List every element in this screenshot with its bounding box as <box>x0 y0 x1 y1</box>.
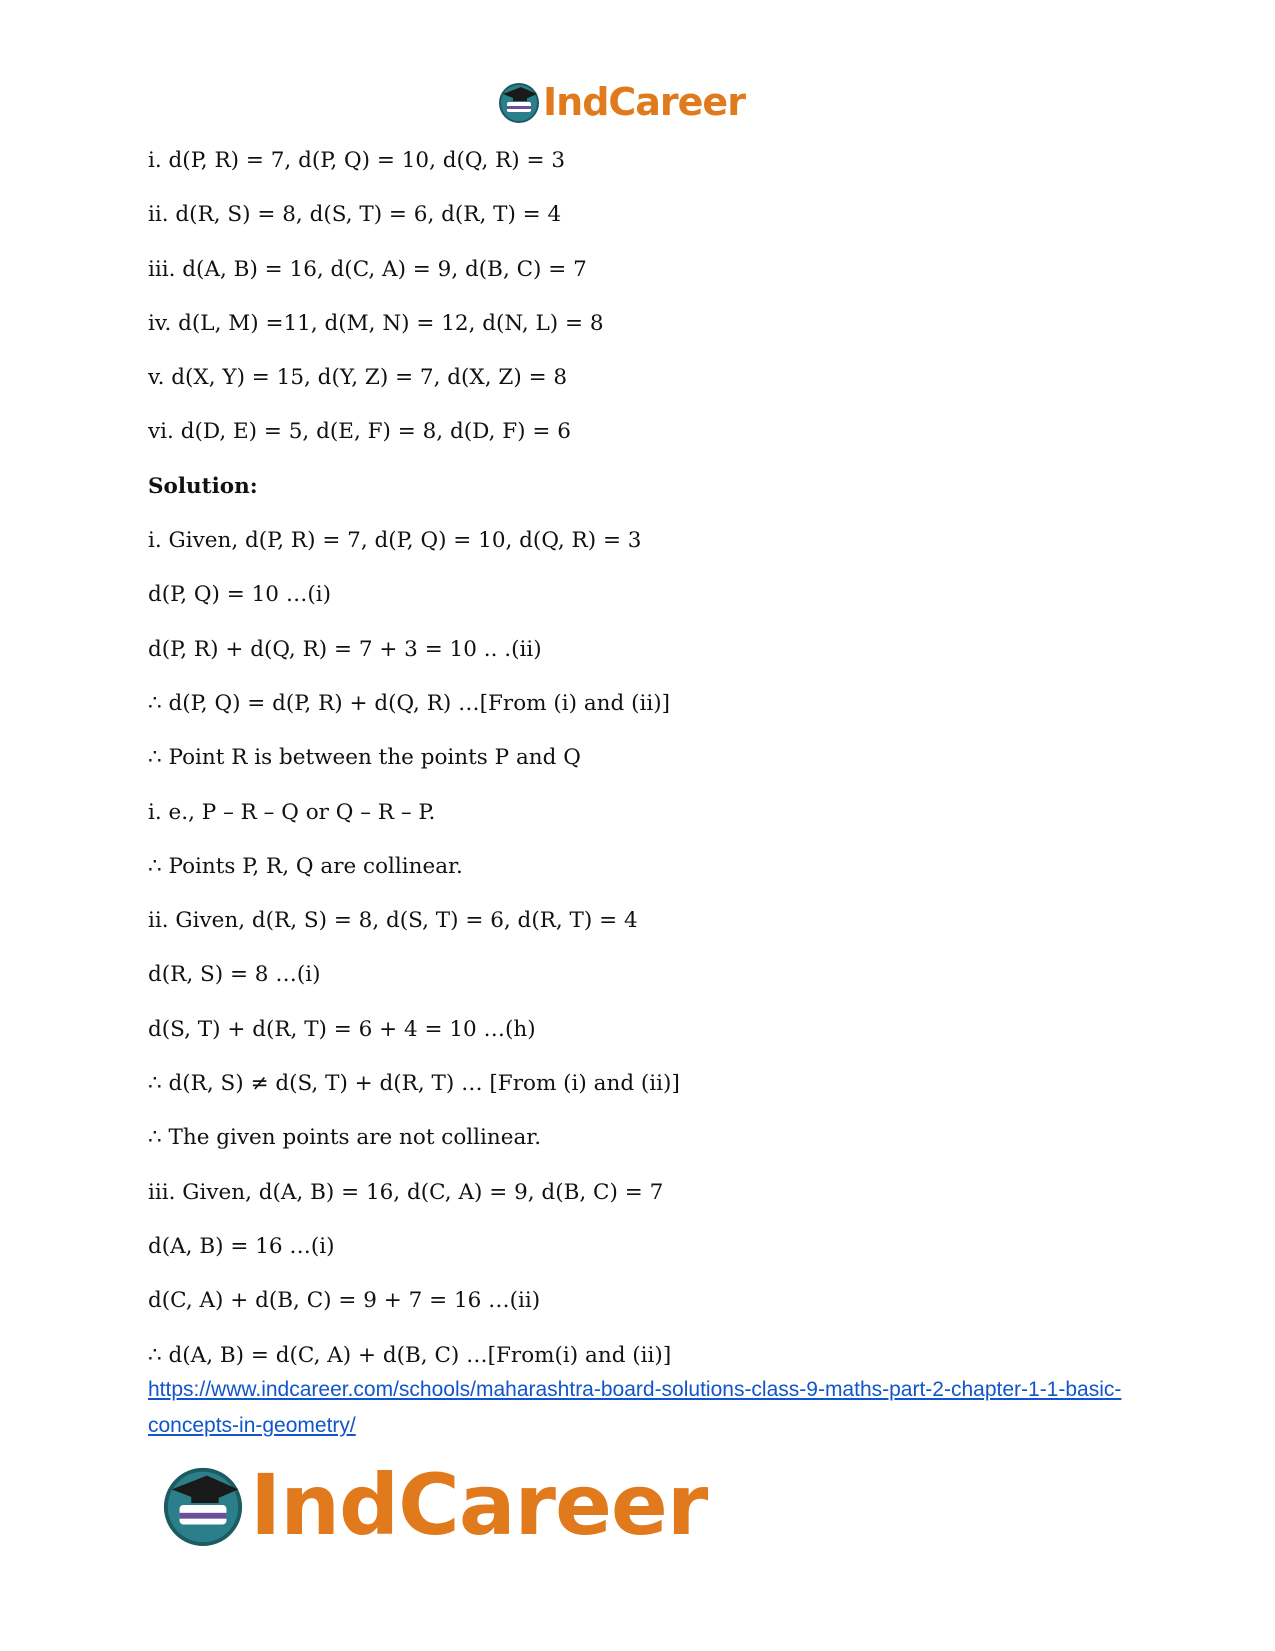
footer-logo-text: IndCareer <box>250 1456 708 1554</box>
header-logo-text: IndCareer <box>543 80 745 124</box>
document-body <box>148 142 1148 1391</box>
solution-line: ∴ d(A, B) = d(C, A) + d(B, C) …[From(i) and (ii)] <box>148 1342 672 1368</box>
solution-line: ∴ d(R, S) ≠ d(S, T) + d(R, T) … [From (i) and (ii)] <box>148 1071 680 1097</box>
header-logo <box>497 80 745 124</box>
graduation-cap-globe-icon <box>497 80 541 124</box>
solution-line: d(P, R) + d(Q, R) = 7 + 3 = 10 .. .(ii) <box>148 636 542 662</box>
question-line-4: iv. d(L, M) =11, d(M, N) = 12, d(N, L) = 8 <box>148 310 604 336</box>
solution-line: ii. Given, d(R, S) = 8, d(S, T) = 6, d(R, T) = 4 <box>148 908 638 934</box>
solution-heading: Solution: <box>148 473 258 499</box>
question-line-6: vi. d(D, E) = 5, d(E, F) = 8, d(D, F) = 6 <box>148 419 571 445</box>
solution-line: ∴ The given points are not collinear. <box>148 1125 542 1151</box>
question-line-5: v. d(X, Y) = 15, d(Y, Z) = 7, d(X, Z) = 8 <box>148 365 568 391</box>
solution-line: d(S, T) + d(R, T) = 6 + 4 = 10 …(h) <box>148 1016 536 1042</box>
solution-line: d(R, S) = 8 …(i) <box>148 962 321 988</box>
solution-line: i. Given, d(P, R) = 7, d(P, Q) = 10, d(Q, R) = 3 <box>148 528 642 554</box>
question-line-3: iii. d(A, B) = 16, d(C, A) = 9, d(B, C) = 7 <box>148 256 587 282</box>
solution-line: ∴ Point R is between the points P and Q <box>148 745 581 771</box>
solution-line: ∴ Points P, R, Q are collinear. <box>148 853 463 879</box>
graduation-cap-globe-icon <box>160 1462 246 1548</box>
solution-line: ∴ d(P, Q) = d(P, R) + d(Q, R) …[From (i) and (ii)] <box>148 690 671 716</box>
solution-line: d(A, B) = 16 …(i) <box>148 1233 335 1259</box>
solution-line: i. e., P – R – Q or Q – R – P. <box>148 799 436 825</box>
question-line-2: ii. d(R, S) = 8, d(S, T) = 6, d(R, T) = 4 <box>148 202 562 228</box>
solution-line: d(P, Q) = 10 …(i) <box>148 582 331 608</box>
footer-logo <box>160 1456 708 1554</box>
solution-line: d(C, A) + d(B, C) = 9 + 7 = 16 …(ii) <box>148 1288 541 1314</box>
question-line-1: i. d(P, R) = 7, d(P, Q) = 10, d(Q, R) = 3 <box>148 148 566 173</box>
solution-line: iii. Given, d(A, B) = 16, d(C, A) = 9, d(B, C) = 7 <box>148 1179 664 1205</box>
source-link[interactable]: https://www.indcareer.com/schools/maharashtra-board-solutions-class-9-maths-part-2-chapter-1-1-basic-concepts-in-geometry/ <box>148 1378 1122 1437</box>
